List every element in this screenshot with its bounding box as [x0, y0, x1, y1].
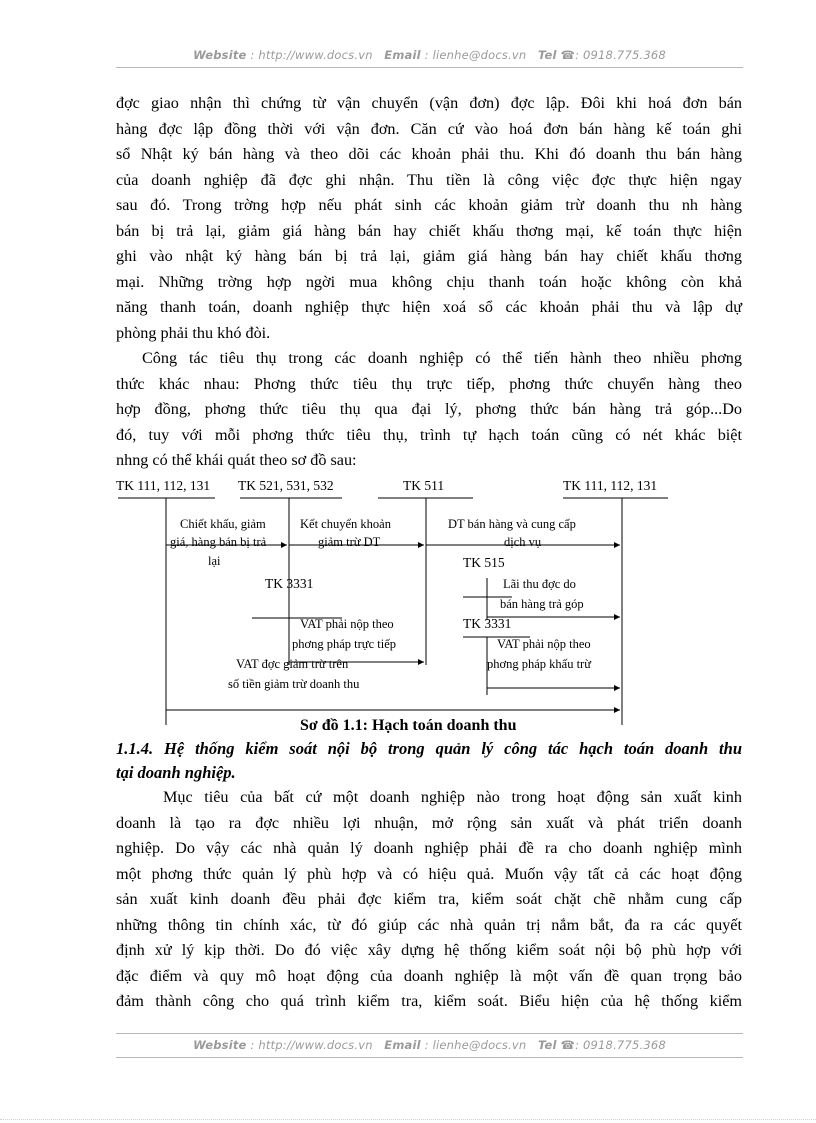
label-lai-thu-2: bán hàng trả góp	[500, 597, 584, 611]
account-tk515: TK 515	[463, 555, 505, 570]
label-vat-truc-tiep-1: VAT phải nộp theo	[300, 617, 394, 631]
paragraph-line: của doanh nghiệp đã đợc ghi nhận. Thu tiền là công việc đợc thực hiện ngay	[116, 170, 742, 189]
paragraph-line: thức khác nhau: Phơng thức tiêu thụ trực tiếp, phơng thức chuyển hàng theo	[116, 374, 742, 393]
heading-line: tại doanh nghiệp.	[116, 763, 236, 782]
paragraph-line: định xử lý kịp thời. Do đó việc xây dựng hệ thống kiểm soát nội bộ phù hợp với	[116, 941, 742, 959]
paragraph-line: ghi vào nhật ký hàng bán bị trả lại, giảm giá hàng bán hay chiết khấu thơng	[116, 247, 742, 265]
account-tk111-right: TK 111, 112, 131	[563, 478, 658, 493]
label-vat-khau-tru-1: VAT phải nộp theo	[497, 637, 591, 651]
paragraph-line: nghiệp. Do vậy các nhà quản lý doanh nghiệp phải đề ra cho doanh nghiệp mình	[116, 839, 742, 857]
label-vat-giam-1: VAT đợc giảm trừ trên	[236, 657, 349, 671]
footer-phone-icon: ☎	[560, 1038, 576, 1052]
email-value[interactable]: : lienhe@docs.vn	[424, 48, 527, 62]
label-dt-ban-hang-1: DT bán hàng và cung cấp	[448, 517, 576, 531]
footer-website-value[interactable]: : http://www.docs.vn	[250, 1038, 373, 1052]
label-chiet-khau-3: lại	[208, 554, 221, 568]
paragraph-line: hàng đợc lập đồng thời với vận đơn. Căn cứ vào hoá đơn bán hàng kế toán ghi	[116, 119, 742, 138]
paragraph-line: sản xuất kinh doanh đều phải đợc kiểm tra, kiểm soát chặt chẽ nhằm cung cấp	[116, 890, 742, 908]
account-tk521: TK 521, 531, 532	[238, 478, 334, 493]
label-ket-chuyen-2: giảm trừ DT	[318, 535, 381, 549]
footer-website-label: Website	[193, 1038, 247, 1052]
label-vat-truc-tiep-2: phơng pháp trực tiếp	[292, 637, 396, 651]
footer-tel-value: : 0918.775.368	[575, 1038, 666, 1052]
paragraph-line: Mục tiêu của bất cứ một doanh nghiệp nào trong hoạt động sản xuất kinh	[163, 788, 742, 806]
account-tk3331-left: TK 3331	[265, 576, 314, 591]
paragraph-line: Công tác tiêu thụ trong các doanh nghiệp có thể tiến hành theo nhiều phơng	[142, 349, 742, 367]
footer-rule	[116, 1057, 743, 1058]
paragraph-3	[116, 785, 742, 1015]
website-value[interactable]: : http://www.docs.vn	[250, 48, 373, 62]
heading-line: 1.1.4. Hệ thống kiểm soát nội bộ trong quản lý công tác hạch toán doanh thu	[116, 739, 742, 758]
website-label: Website	[193, 48, 247, 62]
paragraph-line: sổ Nhật ký bán hàng và theo dõi các khoản phải thu. Khi đó doanh thu bán hàng	[116, 145, 742, 163]
paragraph-1	[116, 91, 742, 346]
paragraph-line: phòng phải thu khó đòi.	[116, 323, 271, 342]
paragraph-line: doanh là tạo ra đợc nhiều lợi nhuận, mở rộng sản xuất và phát triển doanh	[116, 813, 742, 832]
account-tk511: TK 511	[403, 478, 445, 493]
paragraph-line: một phơng thức quản lý phù hợp và có hiệu quả. Muốn vậy tất cả các hoạt động	[116, 864, 742, 883]
accounting-diagram	[0, 470, 816, 740]
paragraph-line: hợp đồng, phơng thức tiêu thụ qua đại lý, phơng thức bán hàng trả góp...Do	[116, 400, 742, 418]
paragraph-line: nhng có thể khái quát theo sơ đồ sau:	[116, 451, 357, 469]
footer-email-value[interactable]: : lienhe@docs.vn	[424, 1038, 527, 1052]
header-rule	[116, 67, 743, 68]
email-label: Email	[384, 48, 421, 62]
label-vat-khau-tru-2: phơng pháp khấu trừ	[487, 657, 591, 671]
label-lai-thu-1: Lãi thu đợc do	[503, 577, 576, 591]
paragraph-line: sau đó. Trong trờng hợp nếu phát sinh các khoản giảm trừ doanh thu nh hàng	[116, 196, 742, 214]
diagram-caption: Sơ đồ 1.1: Hạch toán doanh thu	[300, 717, 517, 734]
label-dt-ban-hang-2: dịch vụ	[504, 535, 542, 549]
paragraph-line: đợc giao nhận thì chứng từ vận chuyển (vận đơn) đợc lập. Đôi khi hoá đơn bán	[116, 94, 742, 112]
tel-label: Tel	[537, 48, 557, 62]
footer-rule-top	[116, 1033, 743, 1034]
tel-value: : 0918.775.368	[575, 48, 666, 62]
paragraph-line: đảm thành công cho quá trình kiểm tra, kiểm soát. Biểu hiện của hệ thống kiểm	[116, 992, 742, 1010]
page-header	[116, 48, 743, 62]
label-vat-giam-2: số tiền giảm trừ doanh thu	[228, 677, 360, 691]
paragraph-line: những thông tin chính xác, từ đó giúp các nhà quản trị nắm bắt, đa ra các quyết	[116, 915, 742, 934]
footer-email-label: Email	[384, 1038, 421, 1052]
account-tk111-left: TK 111, 112, 131	[116, 478, 211, 493]
page-footer	[116, 1038, 743, 1052]
footer-tel-label: Tel	[537, 1038, 557, 1052]
label-ket-chuyen-1: Kết chuyển khoản	[300, 517, 391, 531]
paragraph-line: đặc điểm và quy mô hoạt động của doanh nghiệp là một vấn đề quan trọng bảo	[116, 966, 742, 985]
paragraph-2	[116, 346, 742, 474]
page-edge	[0, 1119, 816, 1120]
section-heading	[116, 737, 742, 785]
label-chiet-khau-1: Chiết khấu, giảm	[180, 517, 266, 531]
label-chiet-khau-2: giá, hàng bán bị trả	[170, 535, 267, 549]
paragraph-line: năng thanh toán, doanh nghiệp thực hiện xoá sổ các khoản phải thu và lập dự	[116, 298, 742, 316]
paragraph-line: đó, tuy với mỗi phơng thức tiêu thụ, trình tự hạch toán cũng có nét khác biệt	[116, 425, 742, 444]
paragraph-line: bán bị trả lại, giảm giá hàng bán hay chiết khấu thơng mại, kế toán thực hiện	[116, 221, 742, 240]
account-tk3331-right: TK 3331	[463, 616, 512, 631]
phone-icon: ☎	[560, 48, 576, 62]
paragraph-line: mại. Những trờng hợp ngời mua không chịu thanh toán hoặc không còn khả	[116, 272, 742, 291]
